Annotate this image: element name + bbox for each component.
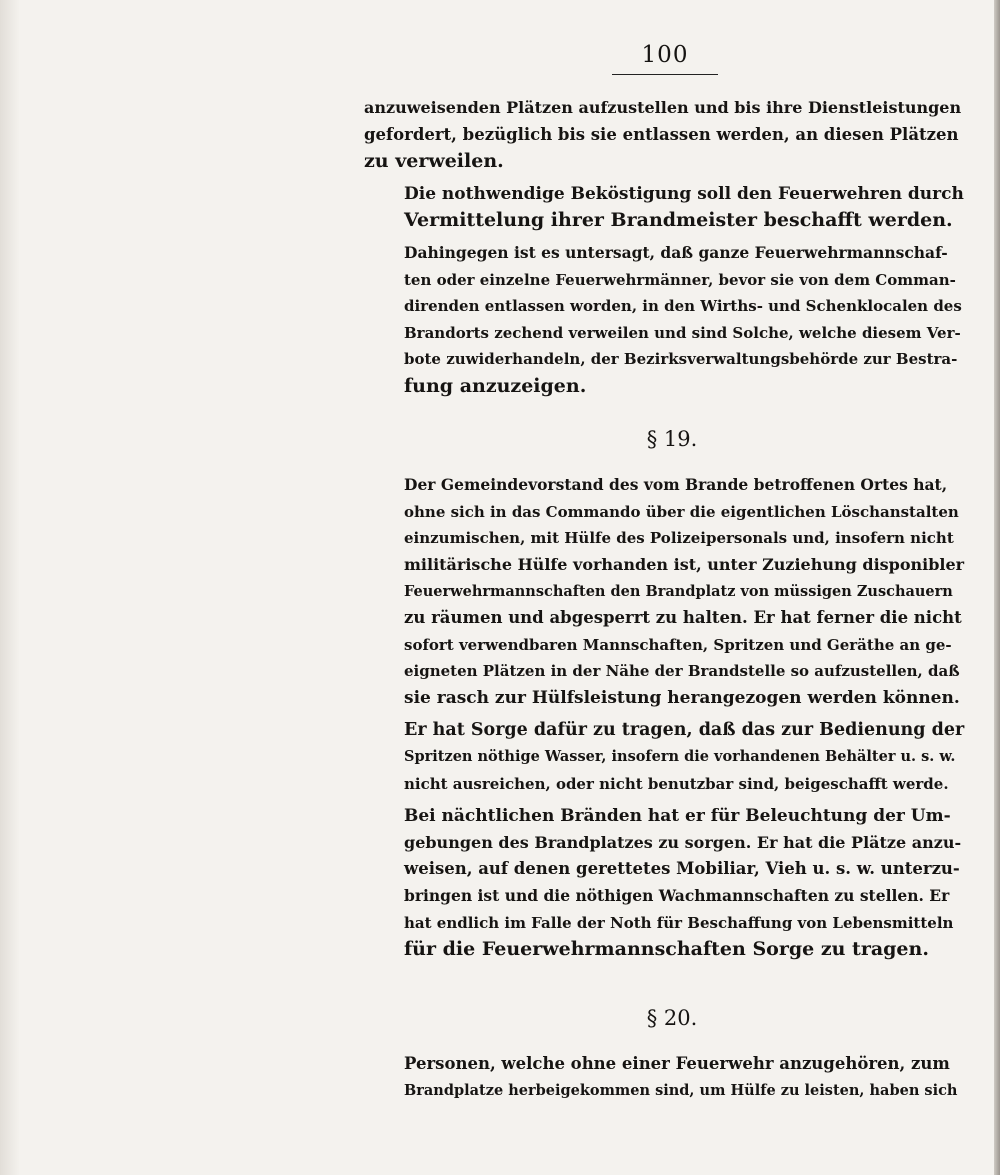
text-line: bringen ist und die nöthigen Wachmannschaften zu stellen. Er	[404, 886, 950, 906]
paragraph	[364, 803, 964, 963]
text-line: Dahingegen ist es untersagt, daß ganze Feuerwehrmannschaf-	[404, 242, 948, 262]
text-line: fung anzuzeigen.	[404, 374, 587, 397]
text-line: nicht ausreichen, oder nicht benutzbar sind, beigeschafft werde.	[404, 774, 949, 793]
text-line: bote zuwiderhandeln, der Bezirksverwaltungsbehörde zur Bestra-	[404, 350, 958, 369]
page-number: 100	[612, 42, 718, 75]
paragraph	[364, 472, 964, 711]
paragraph-continued	[364, 95, 964, 175]
text-line: Er hat Sorge dafür zu tragen, daß das zur Bedienung der	[404, 720, 965, 741]
text-line: Bei nächtlichen Bränden hat er für Beleuchtung der Um-	[404, 806, 951, 827]
text-line: Brandorts zechend verweilen und sind Solche, welche diesem Ver-	[404, 323, 961, 342]
text-line: einzumischen, mit Hülfe des Polizeipersonals und, insofern nicht	[404, 529, 954, 548]
text-line: militärische Hülfe vorhanden ist, unter Zuziehung disponibler	[404, 554, 965, 574]
paragraph	[364, 181, 964, 234]
page-body	[364, 95, 964, 1105]
text-line: sie rasch zur Hülfsleistung herangezogen werden können.	[404, 687, 960, 708]
text-line: hat endlich im Falle der Noth für Beschaffung von Lebensmitteln	[404, 913, 954, 932]
scan-left-shadow	[0, 0, 20, 1175]
text-line: gefordert, bezüglich bis sie entlassen werden, an diesen Plätzen	[364, 124, 959, 144]
text-line: gebungen des Brandplatzes zu sorgen. Er hat die Plätze anzu-	[404, 832, 962, 852]
paragraph	[364, 240, 964, 400]
text-line: zu verweilen.	[364, 150, 504, 173]
text-line: anzuweisenden Plätzen aufzustellen und bis ihre Dienstleistungen	[364, 98, 962, 117]
text-line: für die Feuerwehrmannschaften Sorge zu tragen.	[404, 938, 929, 961]
text-line: Feuerwehrmannschaften den Brandplatz von müssigen Zuschauern	[404, 582, 953, 600]
text-line: Die nothwendige Beköstigung soll den Feuerwehren durch	[404, 183, 964, 204]
text-line: ten oder einzelne Feuerwehrmänner, bevor sie von dem Comman-	[404, 270, 956, 289]
text-line: sofort verwendbaren Mannschaften, Spritzen und Geräthe an ge-	[404, 635, 952, 654]
paragraph	[364, 717, 964, 797]
text-line: Der Gemeindevorstand des vom Brande betroffenen Ortes hat,	[404, 475, 948, 495]
text-line: ohne sich in das Commando über die eigentlichen Löschanstalten	[404, 502, 959, 521]
text-line: weisen, auf denen gerettetes Mobiliar, Vieh u. s. w. unterzu-	[404, 859, 960, 879]
section-heading: § 20.	[646, 1005, 698, 1030]
text-line: Personen, welche ohne einer Feuerwehr anzugehören, zum	[404, 1054, 950, 1074]
text-line: direnden entlassen worden, in den Wirths- und Schenklocalen des	[404, 297, 962, 316]
text-line: zu räumen und abgesperrt zu halten. Er hat ferner die nicht	[404, 608, 962, 628]
text-line: Brandplatze herbeigekommen sind, um Hülfe zu leisten, haben sich	[404, 1082, 958, 1099]
paragraph	[364, 1051, 964, 1104]
section-heading: § 19.	[646, 426, 698, 451]
scan-page-edge	[994, 0, 1000, 1175]
text-line: Vermittelung ihrer Brandmeister beschafft werden.	[404, 209, 953, 232]
text-line: Spritzen nöthige Wasser, insofern die vorhandenen Behälter u. s. w.	[404, 748, 956, 766]
text-line: eigneten Plätzen in der Nähe der Brandstelle so aufzustellen, daß	[404, 662, 960, 681]
